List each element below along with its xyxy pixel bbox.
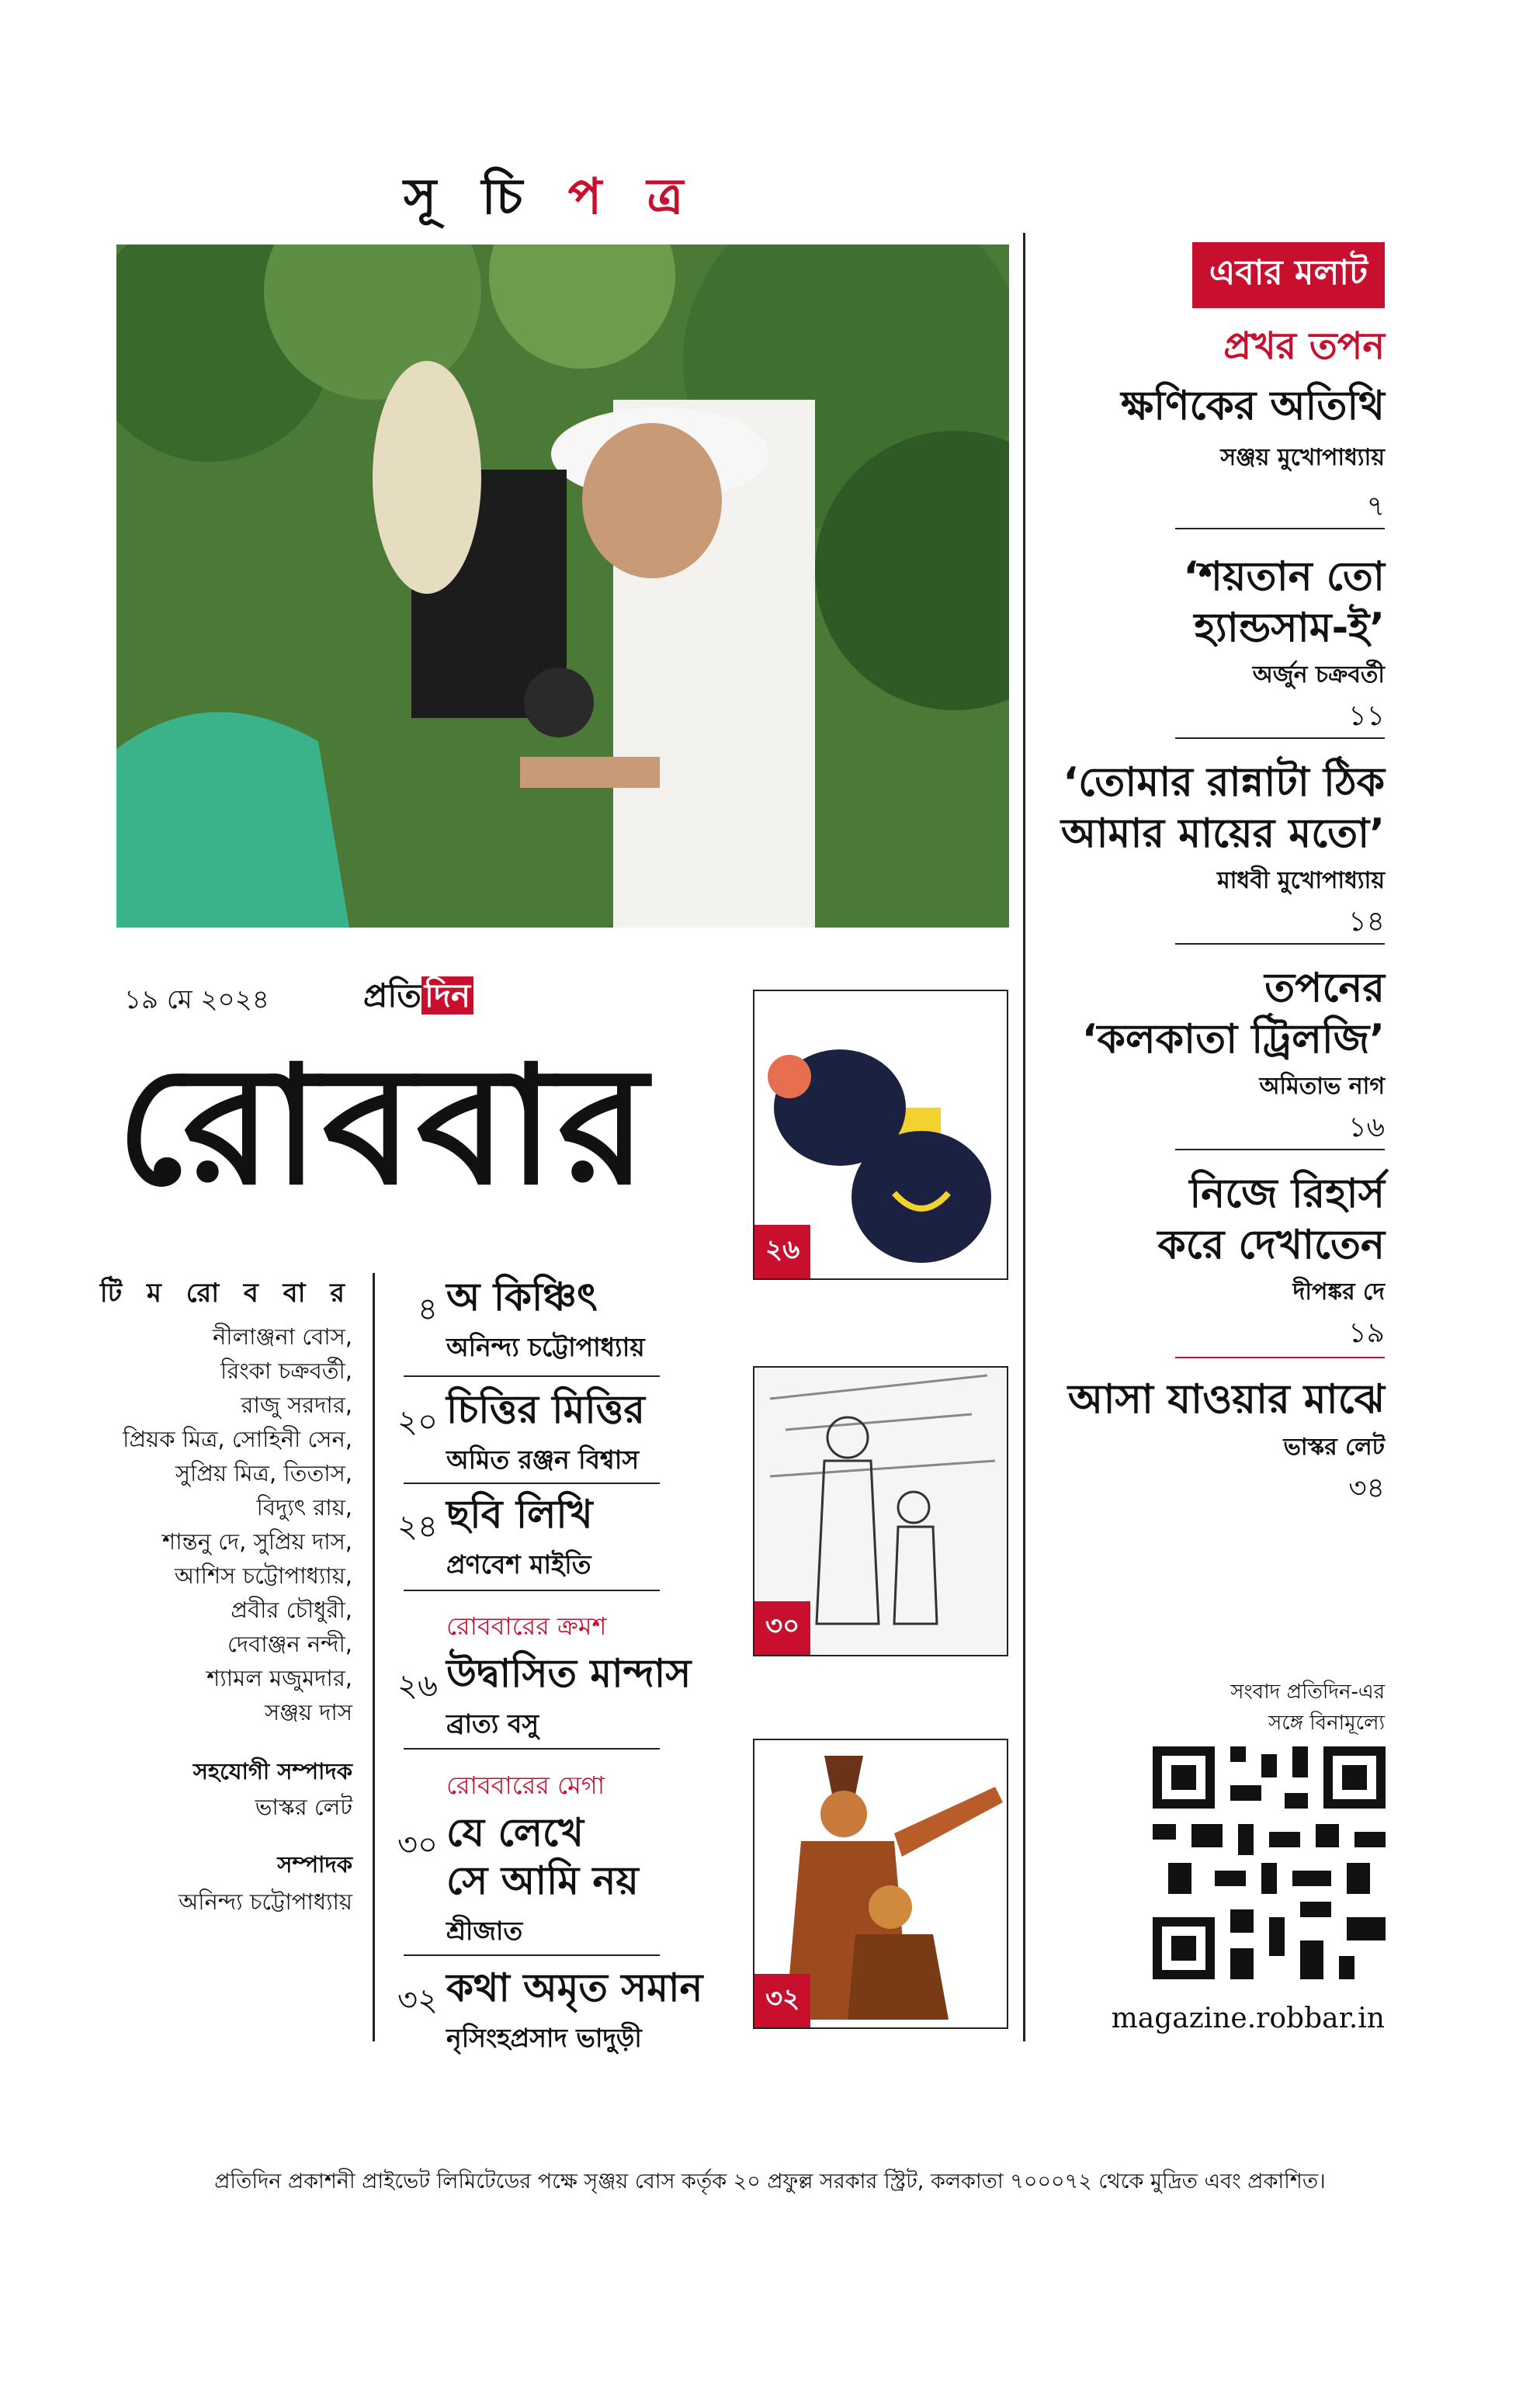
cover-item-page: ১৬ (1348, 1112, 1385, 1143)
imprint-line: প্রতিদিন প্রকাশনী প্রাইভেট লিমিটেডের পক্ষে সৃঞ্জয় বোস কর্তৃক ২০ প্রফুল্ল সরকার স্ট্রিট, কলকাতা ৭০০০৭২ থেকে মুদ্রিত এবং প্রকাশিত। (214, 2169, 1326, 2194)
toc-author: ব্রাত্য বসু (446, 1708, 539, 1739)
qr-caption: সংবাদ প্রতিদিন-এর সঙ্গে বিনামূল্যে (1230, 1680, 1385, 1735)
toc-page-number: ৩২ (397, 1982, 438, 2018)
toc-title[interactable]: কথা অমৃত সমান (446, 1965, 703, 2010)
cover-item-title[interactable]: তপনের ‘কলকাতা ট্রিলজি’ (1081, 965, 1385, 1063)
toc-page-number: ২৬ (397, 1668, 438, 1704)
toc-page-number: ২০ (397, 1404, 438, 1440)
team-member: রাজু সরদার, (241, 1392, 352, 1418)
thumbnail-sketch[interactable] (753, 1366, 1008, 1656)
issue-date: ১৯ মে ২০২৪ (124, 984, 269, 1015)
thumbnail-page: ২৬ (754, 1225, 810, 1278)
team-member: আশিস চট্টোপাধ্যায়, (174, 1562, 352, 1589)
editor-name: অনিন্দ্য চট্টোপাধ্যায় (179, 1888, 352, 1915)
toc-author: অনিন্দ্য চট্টোপাধ্যায় (446, 1332, 645, 1362)
divider (404, 1375, 660, 1377)
team-member: সুপ্রিয় মিত্র, তিতাস, (175, 1460, 352, 1486)
website-url[interactable]: magazine.robbar.in (1111, 2003, 1385, 2034)
cover-item-page: ১৯ (1348, 1317, 1385, 1349)
cover-item-page: ৩৪ (1348, 1472, 1385, 1504)
masthead-title: রোববার (116, 1029, 650, 1221)
team-member: রিংকা চক্রবর্তী, (220, 1358, 352, 1384)
cover-item-title[interactable]: ‘তোমার রান্নাটা ঠিক আমার মায়ের মতো’ (1060, 759, 1385, 857)
associate-editor-role: সহযোগী সম্পাদক (192, 1758, 352, 1784)
divider (404, 1748, 660, 1750)
toc-page-number: ২৪ (397, 1509, 438, 1545)
team-member: বিদ্যুৎ রায়, (256, 1494, 352, 1521)
divider (404, 1590, 660, 1591)
toc-section-label: রোববারের মেগা (446, 1770, 605, 1800)
cover-item-title[interactable]: নিজে রিহার্স করে দেখাতেন (1157, 1170, 1385, 1268)
cover-item-author: অমিতাভ নাগ (1259, 1073, 1385, 1100)
cover-item-title[interactable]: ক্ষণিকের অতিথি (1121, 383, 1385, 429)
team-member: শ্যামল মজুমদার, (206, 1665, 352, 1691)
column-divider (373, 1273, 375, 2041)
divider (1175, 1357, 1385, 1358)
toc-author: অমিত রঞ্জন বিশ্বাস (446, 1444, 640, 1475)
team-member: নীলাঞ্জনা বোস, (212, 1323, 352, 1350)
divider (1175, 528, 1385, 529)
team-member: দেবাঞ্জন নন্দী, (227, 1631, 352, 1657)
divider (404, 1483, 660, 1484)
cover-story-tag: এবার মলাট (1192, 242, 1385, 308)
team-heading: টি ম রো ব বা র (99, 1278, 352, 1309)
brand-logo: প্রতিদিন (363, 970, 473, 1025)
team-member: সঞ্জয় দাস (264, 1699, 352, 1725)
cover-item-page: ৭ (1366, 491, 1385, 522)
qr-code[interactable] (1153, 1746, 1386, 1979)
divider (1175, 943, 1385, 945)
team-member: শান্তনু দে, সুপ্রিয় দাস, (162, 1528, 352, 1555)
thumbnail-masks[interactable] (753, 990, 1008, 1280)
divider (1175, 737, 1385, 739)
divider (404, 1954, 660, 1956)
cover-photo (116, 245, 1009, 928)
cover-item-author: দীপঙ্কর দে (1292, 1278, 1385, 1306)
team-member: প্রিয়ক মিত্র, সোহিনী সেন, (123, 1426, 352, 1452)
thumbnail-warriors[interactable] (753, 1739, 1008, 2029)
cover-item-title[interactable]: আসা যাওয়ার মাঝে (1067, 1376, 1385, 1423)
cover-item-author: সঞ্জয় মুখোপাধ্যায় (1220, 444, 1385, 471)
cover-item-page: ১১ (1348, 700, 1385, 732)
cover-item-author: অর্জুন চক্রবর্তী (1252, 661, 1385, 688)
toc-page-number: ৩০ (397, 1827, 438, 1863)
cover-item-page: ১৪ (1348, 906, 1385, 938)
cover-story-subtitle: প্রখর তপন (1223, 324, 1385, 368)
cover-item-title[interactable]: ‘শয়তান তো হ্যান্ডসাম-ই’ (1183, 553, 1385, 651)
toc-title[interactable]: চিত্তির মিত্তির (446, 1387, 645, 1432)
toc-title[interactable]: উদ্বাসিত মান্দাস (446, 1651, 692, 1696)
divider (1175, 1149, 1385, 1150)
editor-role: সম্পাদক (277, 1851, 352, 1878)
cover-item-author: ভাস্কর লেট (1283, 1434, 1385, 1461)
team-member: প্রবীর চৌধুরী, (231, 1597, 352, 1623)
toc-title[interactable]: যে লেখে সে আমি নয় (446, 1810, 639, 1903)
toc-title[interactable]: অ কিঞ্চিৎ (446, 1275, 598, 1320)
toc-page-number: ৪ (418, 1292, 438, 1327)
thumbnail-page: ৩২ (754, 1974, 810, 2027)
toc-author: প্রণবেশ মাইতি (446, 1549, 591, 1580)
page-title: সূ চি প ত্র (404, 168, 698, 226)
toc-author: শ্রীজাত (446, 1916, 523, 1946)
cover-item-author: মাধবী মুখোপাধ্যায় (1217, 867, 1385, 894)
column-divider (1023, 233, 1025, 2041)
thumbnail-page: ৩০ (754, 1601, 810, 1655)
associate-editor-name: ভাস্কর লেট (255, 1794, 352, 1820)
toc-section-label: রোববারের ক্রমশ (446, 1611, 607, 1641)
toc-title[interactable]: ছবি লিখি (446, 1492, 593, 1537)
toc-author: নৃসিংহপ্রসাদ ভাদুড়ী (446, 2023, 642, 2053)
